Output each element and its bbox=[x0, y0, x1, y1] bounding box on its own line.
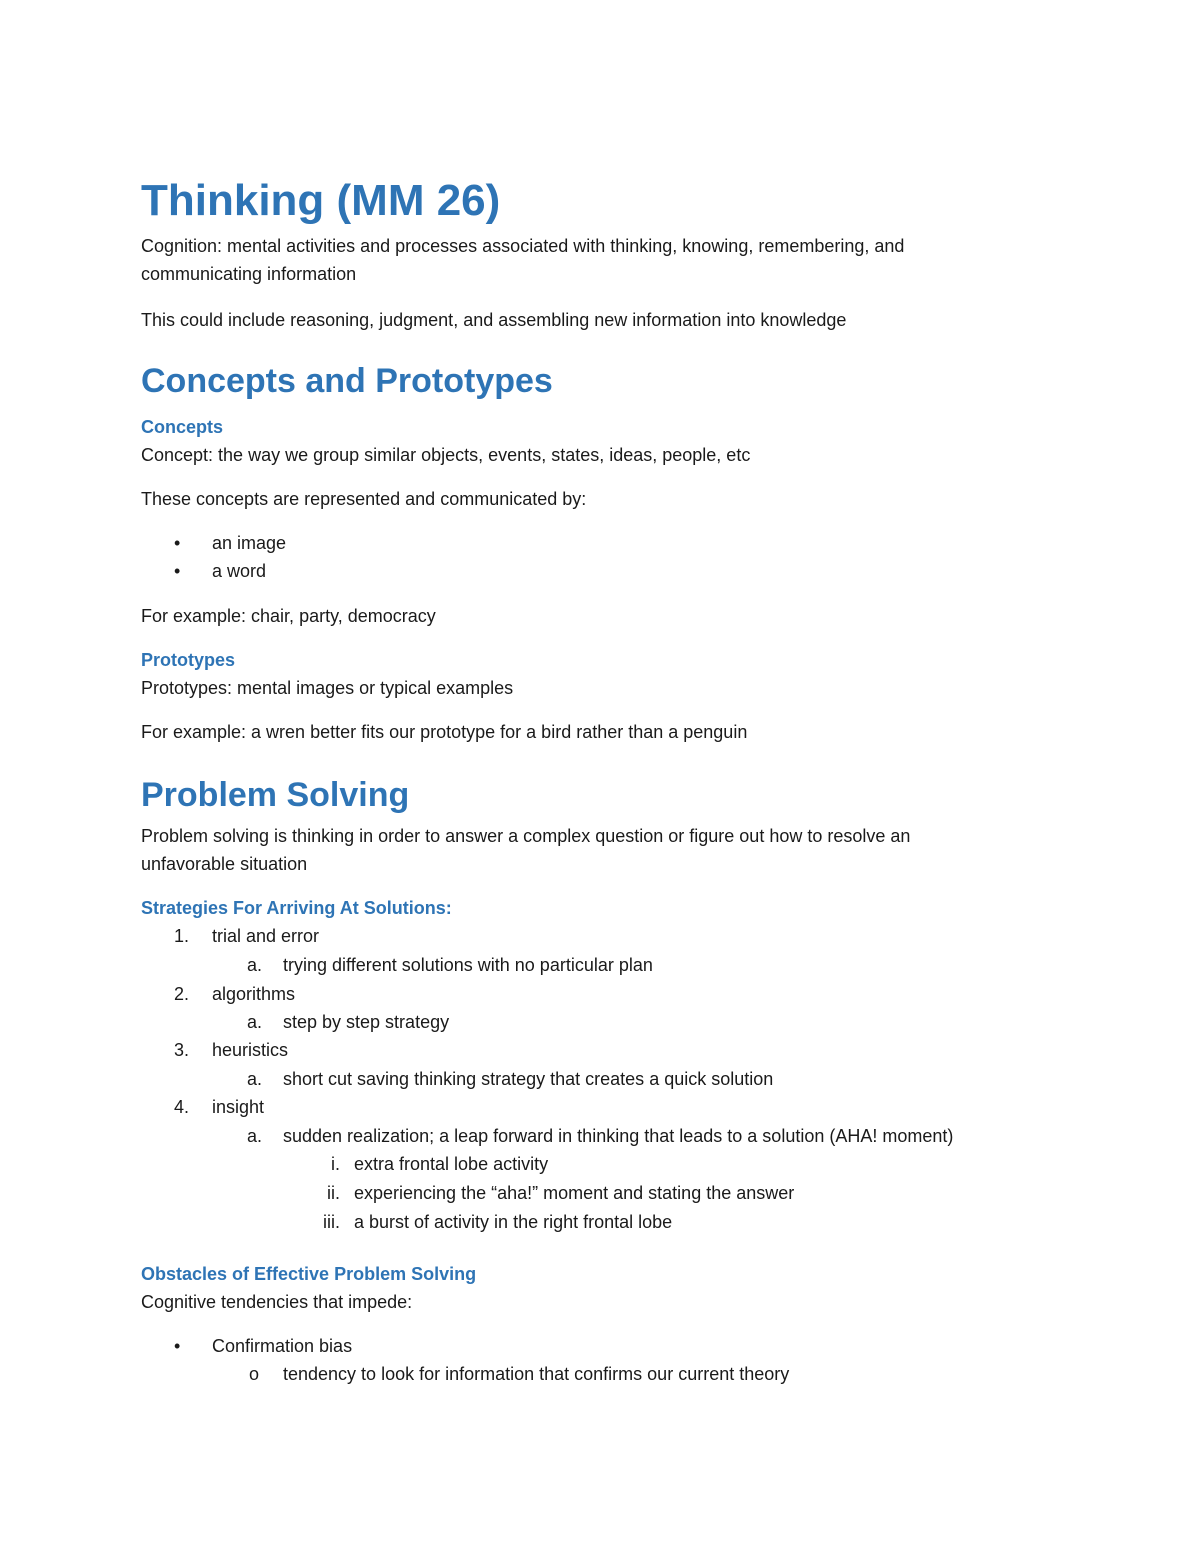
list-item: an image bbox=[212, 533, 287, 553]
subheading-prototypes: Prototypes bbox=[141, 650, 236, 670]
list-roman-numeral: ii. bbox=[327, 1183, 340, 1203]
insight-detail: a burst of activity in the right frontal lobe bbox=[354, 1212, 673, 1232]
concepts-example: For example: chair, party, democracy bbox=[141, 606, 436, 626]
list-item: a word bbox=[212, 561, 267, 581]
list-number: 1. bbox=[174, 926, 190, 946]
list-letter: a. bbox=[247, 955, 263, 975]
concept-definition: Concept: the way we group similar objects, events, states, ideas, people, etc bbox=[141, 445, 751, 465]
insight-detail: experiencing the “aha!” moment and stating the answer bbox=[354, 1183, 795, 1203]
list-number: 4. bbox=[174, 1097, 190, 1117]
insight-detail: extra frontal lobe activity bbox=[354, 1154, 549, 1174]
list-number: 3. bbox=[174, 1040, 190, 1060]
list-letter: a. bbox=[247, 1012, 263, 1032]
list-roman-numeral: i. bbox=[331, 1154, 340, 1174]
strategy-detail: trying different solutions with no particular plan bbox=[283, 955, 653, 975]
strategy-item: trial and error bbox=[212, 926, 320, 946]
sub-bullet-marker: o bbox=[249, 1364, 260, 1384]
bullet-marker: • bbox=[174, 561, 181, 581]
document-title: Thinking (MM 26) bbox=[141, 176, 501, 225]
cognition-definition-line1: Cognition: mental activities and processes associated with thinking, knowing, remembering, and bbox=[141, 236, 905, 256]
heading-concepts-and-prototypes: Concepts and Prototypes bbox=[141, 362, 553, 400]
strategy-item: algorithms bbox=[212, 984, 296, 1004]
obstacles-intro: Cognitive tendencies that impede: bbox=[141, 1292, 413, 1312]
obstacle-item: Confirmation bias bbox=[212, 1336, 353, 1356]
strategy-detail: step by step strategy bbox=[283, 1012, 450, 1032]
heading-problem-solving: Problem Solving bbox=[141, 776, 410, 814]
obstacle-detail: tendency to look for information that confirms our current theory bbox=[283, 1364, 790, 1384]
concepts-represented-text: These concepts are represented and communicated by: bbox=[141, 489, 587, 509]
cognition-definition-line2: communicating information bbox=[141, 264, 357, 284]
subheading-strategies: Strategies For Arriving At Solutions: bbox=[141, 898, 452, 918]
strategy-detail: short cut saving thinking strategy that creates a quick solution bbox=[283, 1069, 774, 1089]
prototype-definition: Prototypes: mental images or typical examples bbox=[141, 678, 514, 698]
list-letter: a. bbox=[247, 1069, 263, 1089]
strategy-item: insight bbox=[212, 1097, 265, 1117]
subheading-concepts: Concepts bbox=[141, 417, 224, 437]
problem-solving-definition-line2: unfavorable situation bbox=[141, 854, 308, 874]
list-letter: a. bbox=[247, 1126, 263, 1146]
problem-solving-definition-line1: Problem solving is thinking in order to answer a complex question or figure out how to resolve an bbox=[141, 826, 911, 846]
cognition-include-text: This could include reasoning, judgment, and assembling new information into knowledge bbox=[141, 310, 847, 330]
strategy-item: heuristics bbox=[212, 1040, 289, 1060]
prototype-example: For example: a wren better fits our prototype for a bird rather than a penguin bbox=[141, 722, 748, 742]
list-number: 2. bbox=[174, 984, 190, 1004]
bullet-marker: • bbox=[174, 533, 181, 553]
strategy-detail: sudden realization; a leap forward in thinking that leads to a solution (AHA! moment) bbox=[283, 1126, 954, 1146]
subheading-obstacles: Obstacles of Effective Problem Solving bbox=[141, 1264, 477, 1284]
bullet-marker: • bbox=[174, 1336, 181, 1356]
list-roman-numeral: iii. bbox=[323, 1212, 340, 1232]
